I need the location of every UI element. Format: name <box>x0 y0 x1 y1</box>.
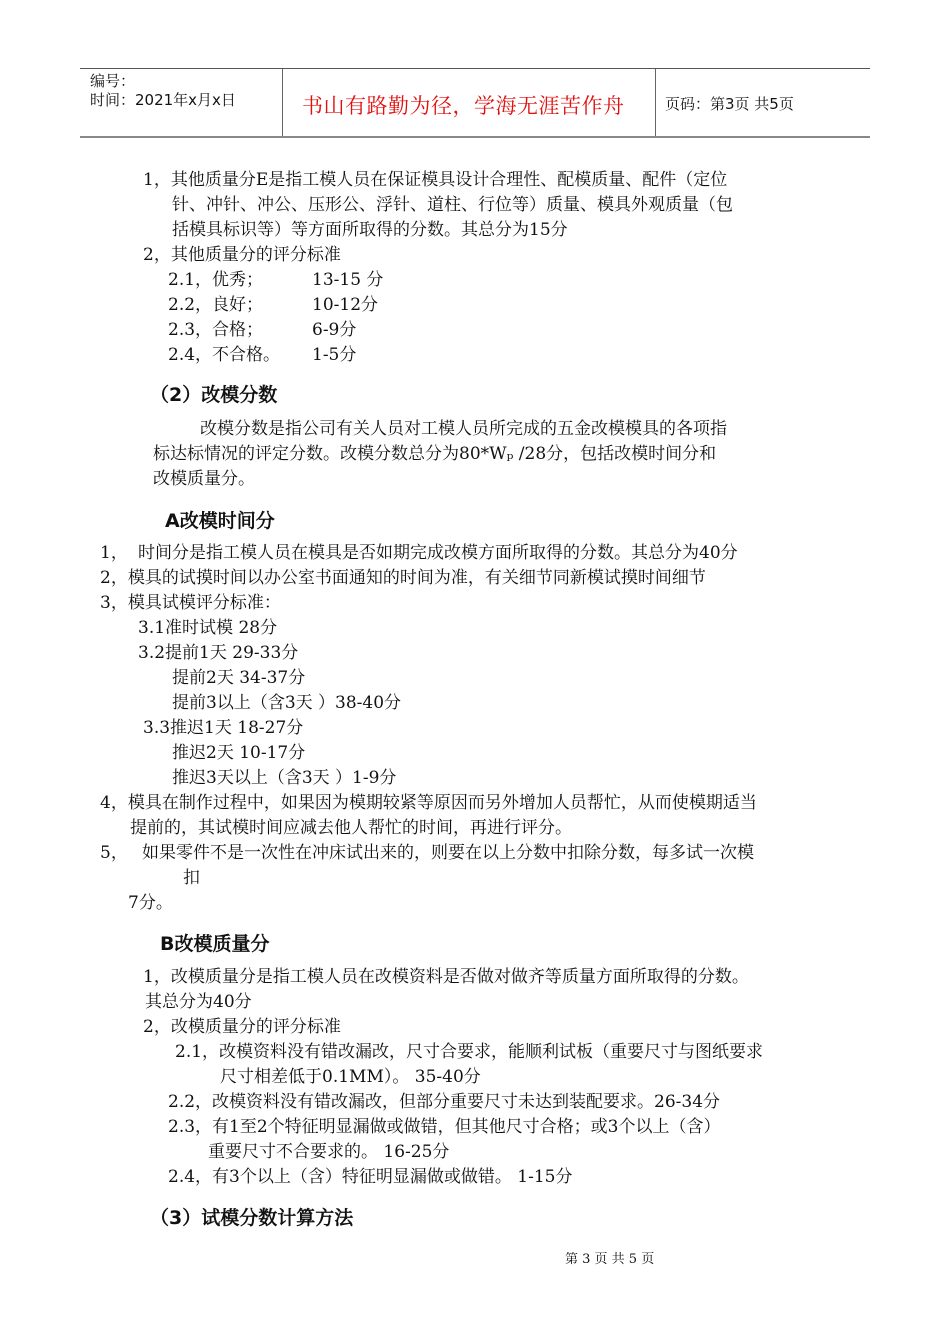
paragraph-line: 2.2，改模资料没有错改漏改，但部分重要尺寸未达到装配要求。26-34分 <box>168 1092 721 1112</box>
paragraph-line: 括模具标识等）等方面所取得的分数。其总分为15分 <box>172 220 568 240</box>
grade-score: 10-12分 <box>312 295 379 315</box>
grade-label: 2.1，优秀； <box>168 270 264 290</box>
paragraph-line: 提前的，其试模时间应减去他人帮忙的时间，再进行评分。 <box>130 818 572 838</box>
paragraph-line: 2.1，改模资料没有错改漏改，尺寸合要求，能顺利试板（重要尺寸与图纸要求 <box>175 1042 764 1062</box>
paragraph-line: 2.3，有1至2个特征明显漏做或做错，但其他尺寸合格；或3个以上（含） <box>168 1117 721 1137</box>
document-date: 时间：2021年x月x日 <box>90 91 236 109</box>
section-heading: （3）试模分数计算方法 <box>150 1207 354 1229</box>
paragraph-line: 推迟2天 10-17分 <box>172 743 306 763</box>
divider <box>282 69 283 136</box>
page-number-label: 页码：第3页 共5页 <box>665 95 794 113</box>
paragraph-line: 重要尺寸不合要求的。 16-25分 <box>208 1142 450 1162</box>
paragraph-line: 标达标情况的评定分数。改模分数总分为80*Wₚ /28分，包括改模时间分和 <box>153 444 717 464</box>
paragraph-line: 3.3推迟1天 18-27分 <box>143 718 304 738</box>
divider <box>655 69 656 136</box>
paragraph-line: 提前3以上（含3天 ）38-40分 <box>172 693 402 713</box>
section-heading: B改模质量分 <box>160 933 270 955</box>
paragraph-line: 扣 <box>183 868 200 888</box>
paragraph-line: 3，模具试模评分标准： <box>100 593 281 613</box>
paragraph-line: 7分。 <box>128 893 173 913</box>
paragraph-line: 2，其他质量分的评分标准 <box>143 245 341 265</box>
paragraph-line: 推迟3天以上（含3天 ）1-9分 <box>172 768 397 788</box>
paragraph-line: 2，改模质量分的评分标准 <box>143 1017 341 1037</box>
paragraph-line: 1，其他质量分E是指工模人员在保证模具设计合理性、配模质量、配件（定位 <box>143 170 728 190</box>
grade-score: 1-5分 <box>312 345 357 365</box>
grade-score: 6-9分 <box>312 320 357 340</box>
header-motto: 书山有路勤为径，学海无涯苦作舟 <box>302 94 625 118</box>
paragraph-line: 4，模具在制作过程中，如果因为模期较紧等原因而另外增加人员帮忙，从而使模期适当 <box>100 793 757 813</box>
grade-score: 13-15 分 <box>312 270 384 290</box>
section-heading: （2）改模分数 <box>150 384 278 406</box>
grade-label: 2.4，不合格。 <box>168 345 281 365</box>
grade-label: 2.2，良好； <box>168 295 264 315</box>
list-number: 5， <box>100 843 128 863</box>
paragraph-line: 如果零件不是一次性在冲床试出来的，则要在以上分数中扣除分数，每多试一次模 <box>142 843 754 863</box>
document-number-label: 编号： <box>90 72 136 90</box>
paragraph-line: 2，模具的试摸时间以办公室书面通知的时间为准，有关细节同新模试摸时间细节 <box>100 568 706 588</box>
paragraph-line: 3.2提前1天 29-33分 <box>138 643 299 663</box>
grade-label: 2.3，合格； <box>168 320 264 340</box>
paragraph-line: 改模分数是指公司有关人员对工模人员所完成的五金改模模具的各项指 <box>200 419 727 439</box>
paragraph-line: 提前2天 34-37分 <box>172 668 306 688</box>
paragraph-line: 其总分为40分 <box>145 992 252 1012</box>
paragraph-line: 3.1准时试模 28分 <box>138 618 278 638</box>
paragraph-line: 改模质量分。 <box>153 469 255 489</box>
section-heading: A改模时间分 <box>165 510 275 532</box>
paragraph-line: 2.4，有3个以上（含）特征明显漏做或做错。 1-15分 <box>168 1167 573 1187</box>
paragraph-line: 时间分是指工模人员在模具是否如期完成改模方面所取得的分数。其总分为40分 <box>138 543 738 563</box>
list-number: 1， <box>100 543 128 563</box>
page-footer: 第 3 页 共 5 页 <box>565 1252 655 1267</box>
paragraph-line: 针、冲针、冲公、压形公、浮针、道柱、行位等）质量、模具外观质量（包 <box>172 195 733 215</box>
paragraph-line: 尺寸相差低于0.1MM）。 35-40分 <box>220 1067 481 1087</box>
paragraph-line: 1，改模质量分是指工模人员在改模资料是否做对做齐等质量方面所取得的分数。 <box>143 967 749 987</box>
